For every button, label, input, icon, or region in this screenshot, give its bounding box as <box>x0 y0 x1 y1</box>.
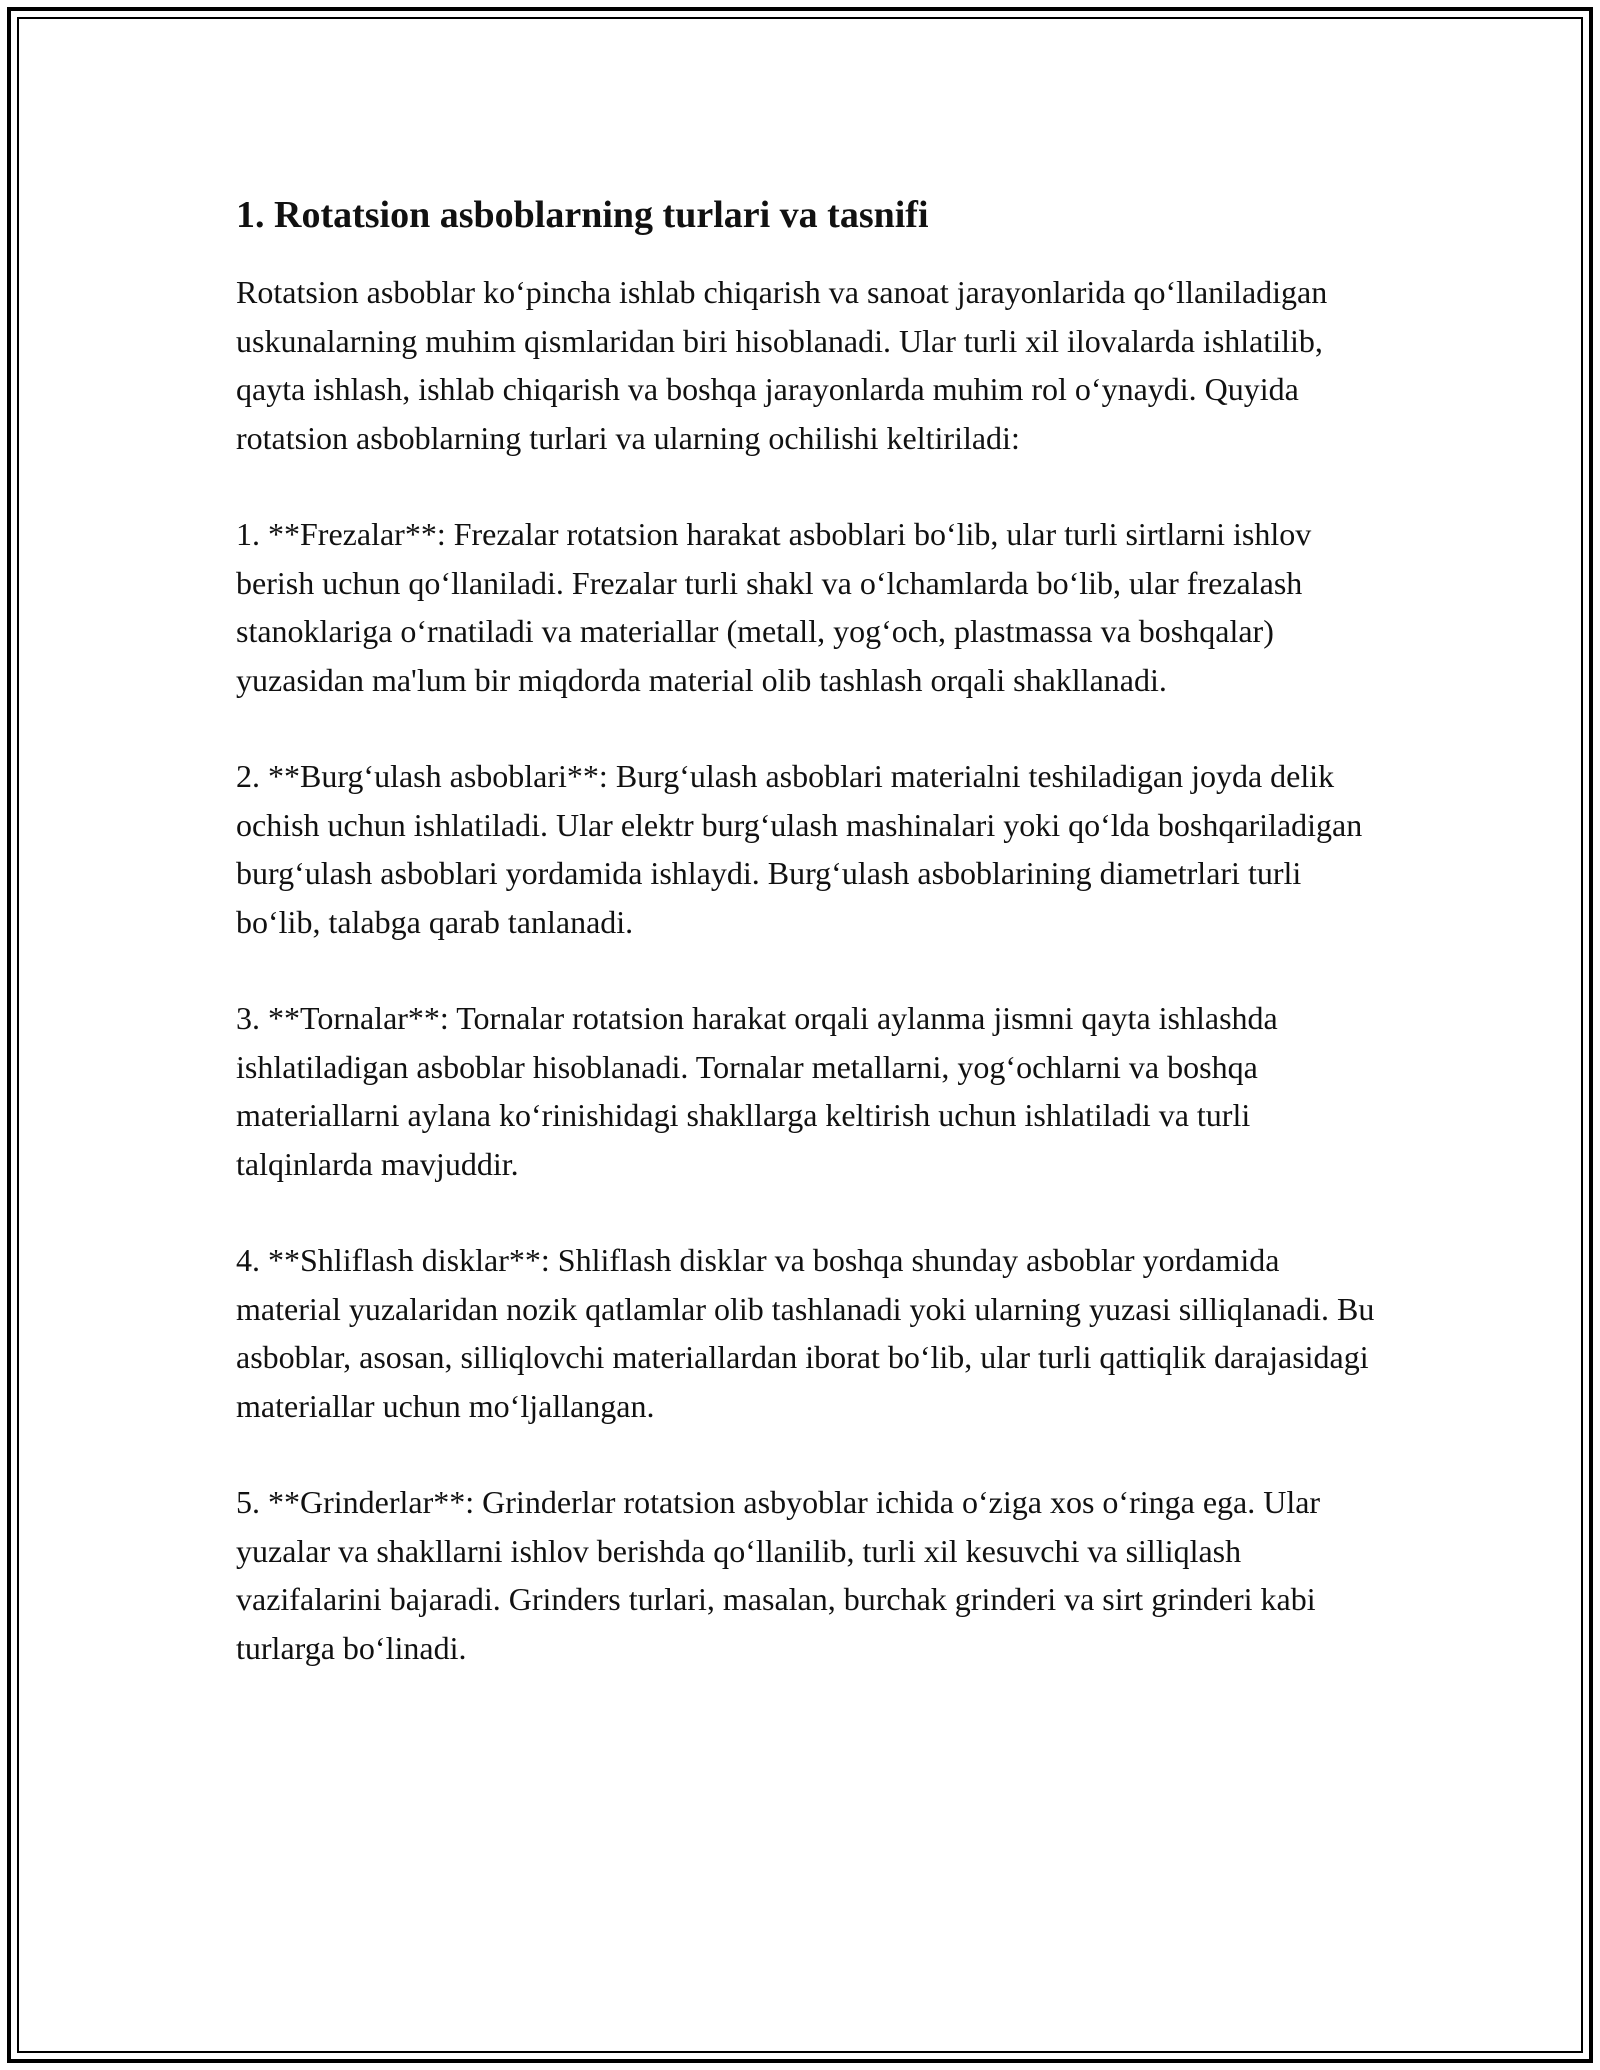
document-body <box>236 186 1376 1720</box>
paragraph-tornalar: 3. **Tornalar**: Tornalar rotatsion harakat orqali aylanma jismni qayta ishlashda ishlatiladigan asboblar hisoblanadi. Tornalar metallarni, yog‘ochlarni va boshqa materiallarni aylana ko‘rinishidagi shakllarga keltirish uchun ishlatiladi va turli talqinlarda mavjuddir. <box>236 1000 1278 1182</box>
paragraph-frezalar: 1. **Frezalar**: Frezalar rotatsion harakat asboblari bo‘lib, ular turli sirtlarni ishlov berish uchun qo‘llaniladi. Frezalar turli shakl va o‘lchamlarda bo‘lib, ular frezalash stanoklariga o‘rnatiladi va materiallar (metall, yog‘och, plastmassa va boshqalar) yuzasidan ma'lum bir miqdorda material olib tashlash orqali shakllanadi. <box>236 516 1312 698</box>
document-title: 1. Rotatsion asboblarning turlari va tasnifi <box>236 194 929 236</box>
intro-paragraph: Rotatsion asboblar ko‘pincha ishlab chiqarish va sanoat jarayonlarida qo‘llaniladigan uskunalarning muhim qismlaridan biri hisoblanadi. Ular turli xil ilovalarda ishlatilib, qayta ishlash, ishlab chiqarish va boshqa jarayonlarda muhim rol o‘ynaydi. Quyida rotatsion asboblarning turlari va ularning ochilishi keltiriladi: <box>236 274 1328 456</box>
paragraph-burgulash-asboblari: 2. **Burg‘ulash asboblari**: Burg‘ulash asboblari materialni teshiladigan joyda delik ochish uchun ishlatiladi. Ular elektr burg‘ulash mashinalari yoki qo‘lda boshqariladigan burg‘ulash asboblari yordamida ishlaydi. Burg‘ulash asboblarining diametrlari turli bo‘lib, talabga qarab tanlanadi. <box>236 758 1363 940</box>
paragraph-grinderlar: 5. **Grinderlar**: Grinderlar rotatsion asbyoblar ichida o‘ziga xos o‘ringa ega. Ular yuzalar va shakllarni ishlov berishda qo‘llanilib, turli xil kesuvchi va silliqlash vazifalarini bajaradi. Grinders turlari, masalan, burchak grinderi va sirt grinderi kabi turlarga bo‘linadi. <box>236 1484 1321 1666</box>
paragraph-shliflash-disklar: 4. **Shliflash disklar**: Shliflash disklar va boshqa shunday asboblar yordamida material yuzalaridan nozik qatlamlar olib tashlanadi yoki ularning yuzasi silliqlanadi. Bu asboblar, asosan, silliqlovchi materiallardan iborat bo‘lib, ular turli qattiqlik darajasidagi materiallar uchun mo‘ljallangan. <box>236 1242 1375 1424</box>
